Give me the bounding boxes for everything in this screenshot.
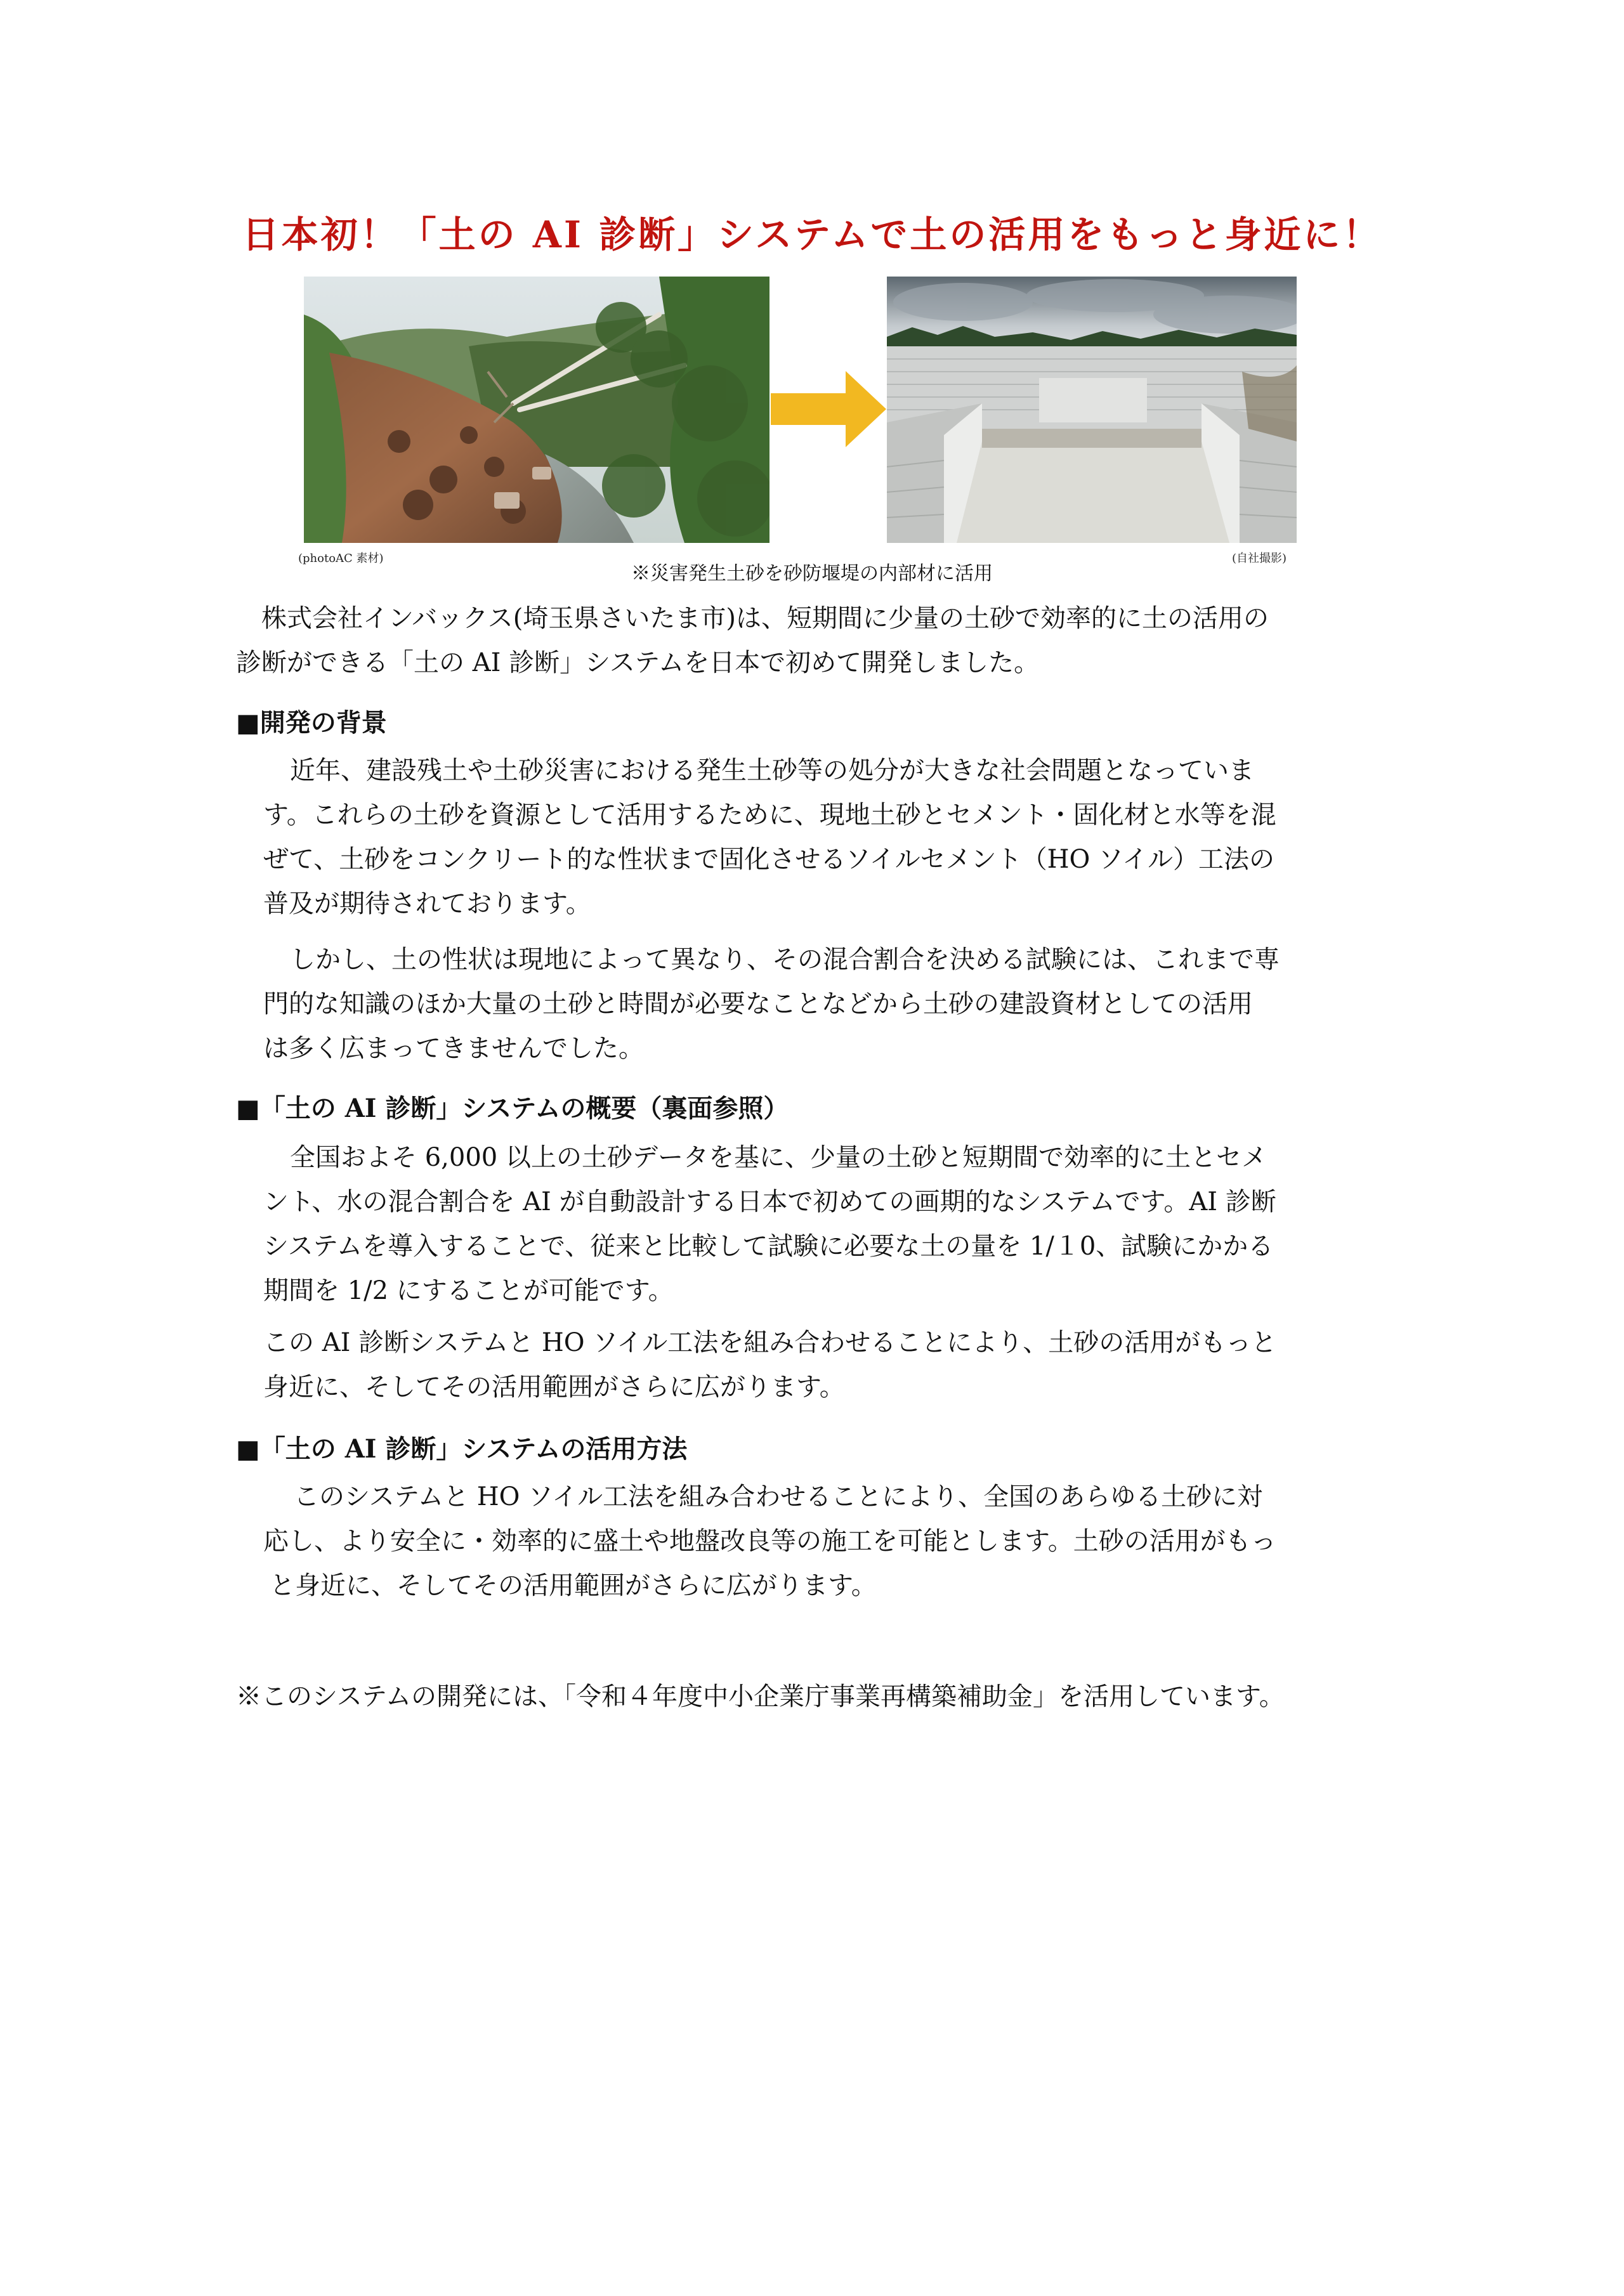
text-line: ント、水の混合割合を AI が自動設計する日本で初めての画期的なシステムです。AI 診断 [263, 1187, 1276, 1216]
text-line: す。これらの土砂を資源として活用するために、現地土砂とセメント・固化材と水等を混 [263, 800, 1276, 830]
text-line: 門的な知識のほか大量の土砂と時間が必要なことなどから土砂の建設資材としての活用 [263, 989, 1253, 1019]
intro-line: 診断ができる「土の AI 診断」システムを日本で初めて開発しました。 [236, 648, 1040, 677]
usage-paragraph [263, 1475, 1411, 1608]
right-photo-credit: (自社撮影) [1232, 552, 1287, 565]
section-heading-background: ■開発の背景 [236, 708, 387, 738]
text-line: 期間を 1/2 にすることが可能です。 [263, 1276, 674, 1305]
background-paragraph-1 [263, 748, 1411, 926]
text-line: しかし、土の性状は現地によって異なり、その混合割合を決める試験には、これまで専 [290, 945, 1280, 974]
text-line: ぜて、土砂をコンクリート的な性状まで固化させるソイルセメント（HO ソイル）工法の [263, 845, 1274, 874]
section-heading-usage: ■「土の AI 診断」システムの活用方法 [236, 1434, 688, 1464]
intro-line: 株式会社インバックス(埼玉県さいたま市)は、短期間に少量の土砂で効率的に土の活用の [261, 604, 1269, 633]
section-heading-overview: ■「土の AI 診断」システムの概要（裏面参照） [236, 1093, 789, 1123]
left-photo-credit: (photoAC 素材) [298, 552, 384, 565]
right-arrow-icon [771, 371, 886, 447]
text-line: 応し、より安全に・効率的に盛土や地盤改良等の施工を可能とします。土砂の活用がもっ [263, 1527, 1276, 1556]
text-line: この AI 診断システムと HO ソイル工法を組み合わせることにより、土砂の活用がもっと [263, 1328, 1277, 1357]
overview-paragraph-1 [263, 1135, 1411, 1313]
background-paragraph-2 [263, 937, 1411, 1071]
text-line: と身近に、そしてその活用範囲がさらに広がります。 [270, 1571, 877, 1600]
text-line: 身近に、そしてその活用範囲がさらに広がります。 [263, 1373, 845, 1402]
landslide-photo [304, 277, 769, 543]
page-title: 日本初！「土の AI 診断」システムで土の活用をもっと身近に！ [242, 213, 1382, 256]
overview-paragraph-2 [263, 1321, 1411, 1409]
text-line: このシステムと HO ソイル工法を組み合わせることにより、全国のあらゆる土砂に対 [294, 1482, 1263, 1511]
text-line: は多く広まってきませんでした。 [263, 1034, 644, 1063]
photo-caption: ※災害発生土砂を砂防堰堤の内部材に活用 [631, 563, 993, 585]
text-line: 全国およそ 6,000 以上の土砂データを基に、少量の土砂と短期間で効率的に土とセメ [290, 1143, 1267, 1172]
text-line: 普及が期待されております。 [263, 889, 591, 918]
funding-footnote: ※このシステムの開発には、「令和４年度中小企業庁事業再構築補助金」を活用しています。 [236, 1682, 1285, 1711]
text-line: 近年、建設残土や土砂災害における発生土砂等の処分が大きな社会問題となっていま [290, 756, 1254, 785]
intro-paragraph [236, 596, 1410, 685]
text-line: システムを導入することで、従来と比較して試験に必要な土の量を 1/１0、試験にかかる [263, 1232, 1274, 1261]
sabo-dam-photo [887, 277, 1297, 543]
